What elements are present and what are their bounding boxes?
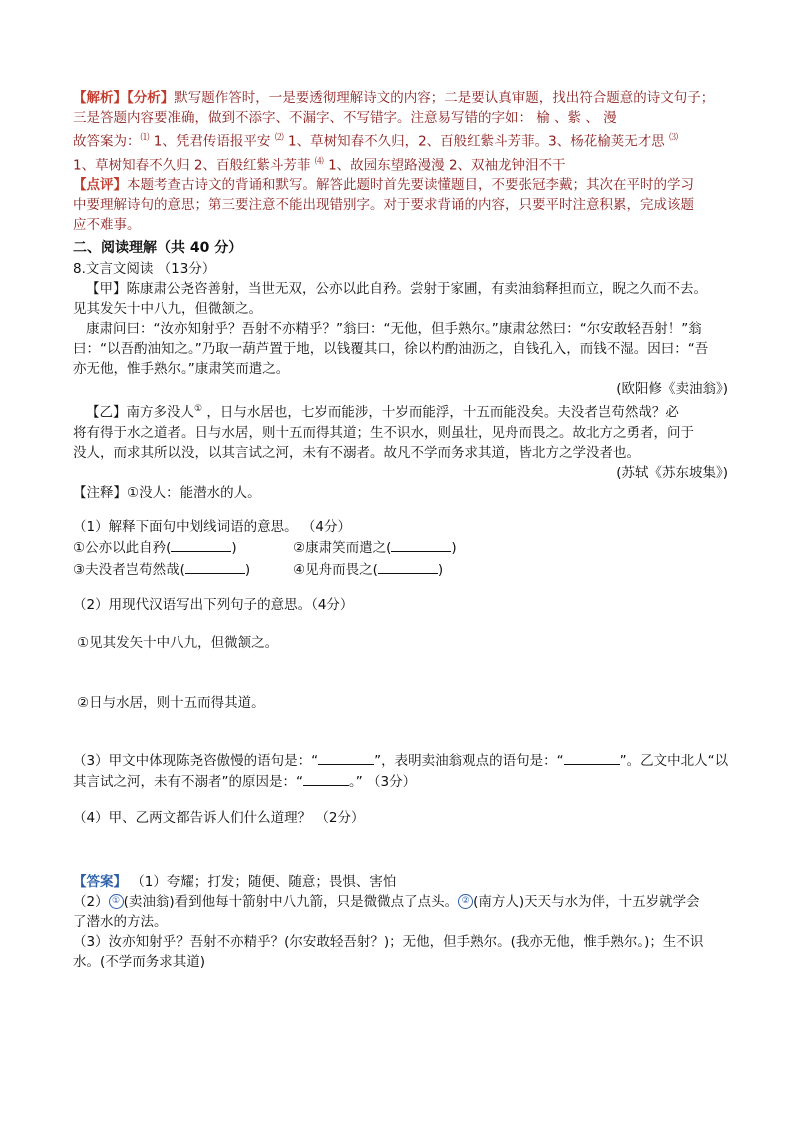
- analysis-line-1: [73, 88, 728, 108]
- question-8-title: 8.文言文阅读 （13分）: [73, 261, 216, 277]
- answer-blank[interactable]: [391, 537, 451, 552]
- question-1-row-1: ①公亦以此自矜( ) ②康肃笑而遣之( ): [73, 537, 728, 559]
- analysis-tag: 【解析】: [73, 90, 127, 106]
- comment-line-2: 中要理解诗句的意思；第三要注意不能出现错别字。对于要求背诵的内容，只要平时注意积累，完成该题: [73, 197, 694, 213]
- question-2-sentence-2: ②日与水居，则十五而得其道。: [77, 694, 265, 711]
- answer-line-5: 水。(不学而务求其道): [73, 953, 206, 970]
- answer-blank[interactable]: [318, 750, 374, 765]
- question-1-stem: （1）解释下面句中划线词语的意思。 （4分）: [73, 518, 351, 535]
- answer-blank[interactable]: [378, 559, 438, 574]
- passage-yi-source: (苏轼《苏东坡集》): [616, 464, 728, 481]
- question-3-line-2: 其言试之河，未有不溺者”的原因是：“ 。” （3分）: [73, 771, 728, 792]
- answer-line-3: 了潜水的方法。: [73, 913, 168, 930]
- answer-blank[interactable]: [303, 771, 349, 786]
- analysis-answer-line-1: 故答案为：⑴ 1、凭君传语报平安 ⑵ 1、草树知春不久归，2、百般红紫斗芳菲。3、杨花榆荚无才思 ⑶: [73, 133, 679, 150]
- answer-line-1: 【答案】 （1）夸耀；打发；随便、随意；畏惧、害怕: [73, 873, 397, 890]
- passage-yi-line-3: 没人，而求其所以没，以其言试之河，未有不溺者。故凡不学而务求其道，皆北方之学没者也。: [73, 444, 640, 461]
- passage-jia-line-2: 见其发矢十中八九，但微颔之。: [73, 301, 262, 317]
- analysis-answer-line-2: 1、草树知春不久归 2、百般红紫斗芳菲 ⑷ 1、故园东望路漫漫 2、双袖龙钟泪不干: [73, 156, 566, 173]
- passage-yi-line-2: 将有得于水之道者。日与水居，则十五而得其道；生不识水，则虽壮，见舟而畏之。故北方之勇者，问于: [73, 424, 694, 441]
- footnote-marker: ①: [194, 404, 203, 414]
- comment-line-1: 【点评】本题考查古诗文的背诵和默写。解答此题时首先要读懂题目，不要张冠李戴；其次在平时的学习: [73, 177, 694, 193]
- analysis-text: 默写题作答时，一是要透彻理解诗文的内容；二是要认真审题，找出符合题意的诗文句子；: [174, 90, 715, 106]
- passage-jia-line-3: 康肃问曰：“汝亦知射乎？吾射不亦精乎？”翁曰：“无他，但手熟尔。”康肃忿然曰：“尔安敢轻吾射！”翁: [86, 321, 702, 337]
- question-2-stem: （2）用现代汉语写出下列句子的意思。（4分）: [73, 596, 354, 613]
- circled-number-1: ①: [109, 894, 124, 909]
- passage-jia-source: (欧阳修《卖油翁》): [616, 381, 728, 397]
- analysis-line-2: 三是答题内容要准确，做到不添字、不漏字、不写错字。注意易写错的字如： 榆 、紫 、 漫: [73, 110, 617, 126]
- answer-tag: 【答案】: [73, 873, 127, 890]
- document-page: [73, 88, 728, 972]
- annotation-note: 【注释】①没人：能潜水的人。: [73, 484, 261, 501]
- section-title: 二、阅读理解（共 40 分）: [73, 240, 243, 256]
- circled-number-2: ②: [458, 894, 473, 909]
- answer-blank[interactable]: [171, 537, 231, 552]
- answer-blank[interactable]: [185, 559, 245, 574]
- analysis-subtag: 【分析】: [127, 90, 175, 106]
- question-1-row-2: ③夫没者岂苟然哉( ) ④见舟而畏之( ): [73, 559, 728, 581]
- answer-line-2: （2） ① (卖油翁)看到他每十箭射中八九箭，只是微微点了点头。 ② (南方人)天天与水为伴，十五岁就学会: [73, 893, 700, 910]
- passage-yi-line-1: 【乙】南方多没人① ，日与水居也，七岁而能涉，十岁而能浮，十五而能没矣。夫没者岂苟然哉？必: [86, 404, 679, 421]
- passage-jia-line-4: 曰：“以吾酌油知之。”乃取一葫芦置于地，以钱覆其口，徐以杓酌油沥之，自钱孔入，而钱不湿。因曰：“吾: [73, 341, 709, 357]
- question-2-sentence-1: ①见其发矢十中八九，但微颔之。: [77, 634, 279, 651]
- answer-line-4: （3）汝亦知射乎？吾射不亦精乎？(尔安敢轻吾射？)；无他，但手熟尔。(我亦无他，惟手熟尔。)；生不识: [73, 933, 704, 950]
- comment-tag: 【点评】: [73, 177, 127, 193]
- answer-blank[interactable]: [564, 750, 620, 765]
- passage-jia-line-1: 【甲】陈康肃公尧咨善射，当世无双，公亦以此自矜。尝射于家圃，有卖油翁释担而立，睨之久而不去。: [86, 281, 707, 297]
- question-3-line-1: （3）甲文中体现陈尧咨傲慢的语句是：“ ”，表明卖油翁观点的语句是：“ ”。乙文中北人“以: [73, 750, 728, 771]
- comment-line-3: 应不难事。: [73, 217, 141, 233]
- question-4-stem: （4）甲、乙两文都告诉人们什么道理？ （2分）: [73, 809, 365, 826]
- passage-jia-line-5: 亦无他，惟手熟尔。”康肃笑而遣之。: [73, 361, 290, 377]
